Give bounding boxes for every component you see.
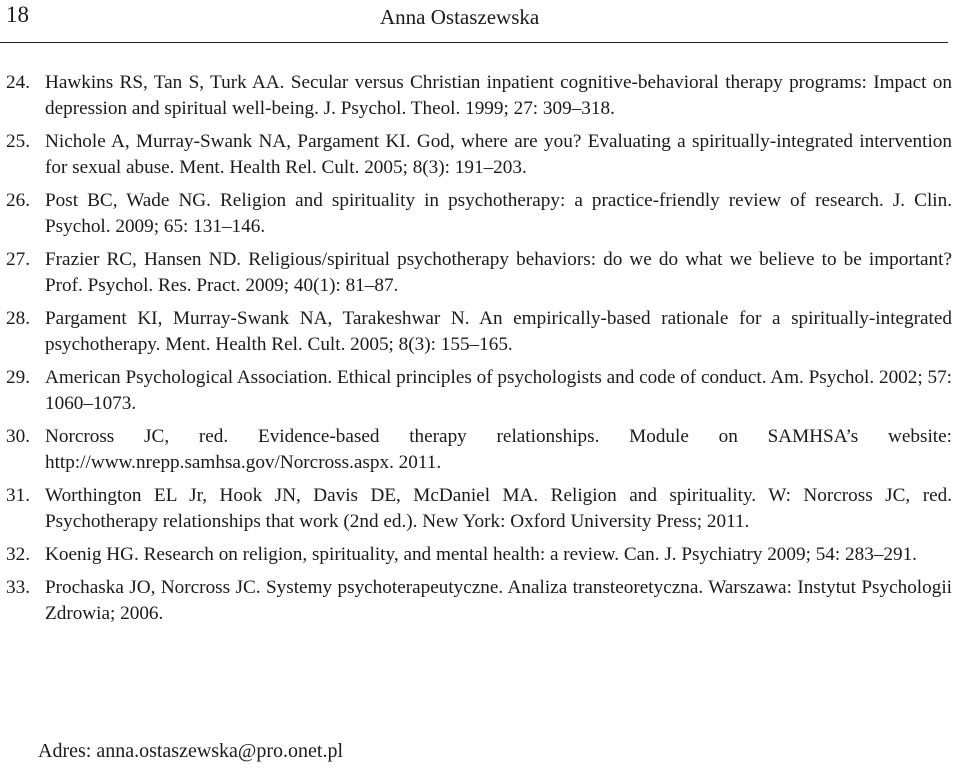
reference-text: Frazier RC, Hansen ND. Religious/spiritual psychotherapy behaviors: do we do what we believe to be important? Prof. Psychol. Res. Pract. 2009; 40(1): 81–87.: [45, 249, 952, 296]
reference-item-30: [0, 424, 952, 476]
reference-item-25: [0, 129, 952, 181]
reference-item-26: [0, 188, 952, 240]
reference-text: Pargament KI, Murray-Swank NA, Tarakeshwar N. An empirically-based rationale for a spiritually-integrated psychotherapy. Ment. Health Rel. Cult. 2005; 8(3): 155–165.: [45, 308, 952, 355]
contact-address: Adres: anna.ostaszewska@pro.onet.pl: [38, 740, 343, 762]
reference-number: 33.: [6, 577, 30, 598]
reference-text: Prochaska JO, Norcross JC. Systemy psychoterapeutyczne. Analiza transteoretyczna. Warszawa: Instytut Psychologii Zdrowia; 2006.: [45, 577, 952, 624]
reference-text: American Psychological Association. Ethical principles of psychologists and code of conduct. Am. Psychol. 2002; 57: 1060–1073.: [45, 367, 952, 414]
reference-number: 28.: [6, 308, 30, 329]
reference-text: Nichole A, Murray-Swank NA, Pargament KI. God, where are you? Evaluating a spiritually-integrated intervention for sexual abuse. Ment. Health Rel. Cult. 2005; 8(3): 191–203.: [45, 131, 952, 178]
reference-number: 25.: [6, 131, 30, 152]
reference-list: [0, 70, 952, 634]
reference-text: Koenig HG. Research on religion, spirituality, and mental health: a review. Can. J. Psychiatry 2009; 54: 283–291.: [45, 544, 917, 565]
reference-item-27: [0, 247, 952, 299]
page-header: [0, 0, 948, 43]
reference-number: 30.: [6, 426, 30, 447]
reference-number: 29.: [6, 367, 30, 388]
reference-text: Hawkins RS, Tan S, Turk AA. Secular versus Christian inpatient cognitive-behavioral therapy programs: Impact on depression and spiritual well-being. J. Psychol. Theol. 1999; 27: 309–318.: [45, 72, 952, 119]
running-head-author: Anna Ostaszewska: [380, 5, 540, 29]
reference-number: 31.: [6, 485, 30, 506]
reference-text: Norcross JC, red. Evidence-based therapy relationships. Module on SAMHSA’s website: http://www.nrepp.samhsa.gov/Norcross.aspx. 2011.: [45, 426, 952, 473]
reference-number: 32.: [6, 544, 30, 565]
reference-item-24: [0, 70, 952, 122]
reference-item-28: [0, 306, 952, 358]
reference-number: 24.: [6, 72, 30, 93]
reference-number: 27.: [6, 249, 30, 270]
page-number: 18: [6, 2, 29, 27]
reference-text: Post BC, Wade NG. Religion and spirituality in psychotherapy: a practice-friendly review of research. J. Clin. Psychol. 2009; 65: 131–146.: [45, 190, 952, 237]
reference-number: 26.: [6, 190, 30, 211]
reference-item-32: [0, 542, 952, 568]
reference-text: Worthington EL Jr, Hook JN, Davis DE, McDaniel MA. Religion and spirituality. W: Norcross JC, red. Psychotherapy relationships that work (2nd ed.). New York: Oxford University Press; 2011.: [45, 485, 952, 532]
reference-item-33: [0, 575, 952, 627]
reference-item-31: [0, 483, 952, 535]
reference-item-29: [0, 365, 952, 417]
